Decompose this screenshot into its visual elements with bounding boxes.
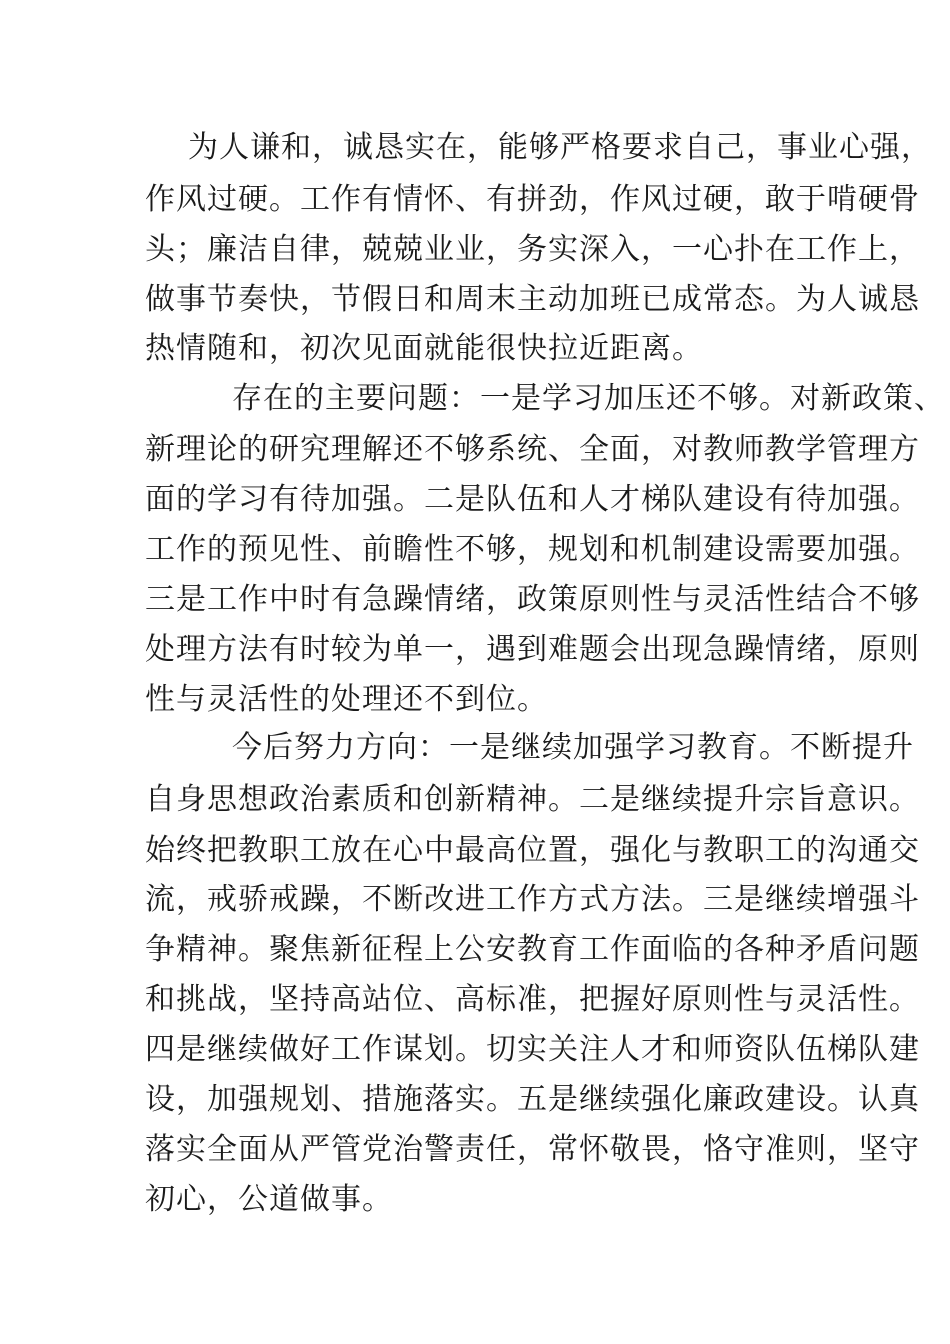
paragraph-line: 始终把教职工放在心中最高位置，强化与教职工的沟通交 xyxy=(145,833,920,868)
paragraph-line: 存在的主要问题：一是学习加压还不够。对新政策、 xyxy=(232,381,945,416)
paragraph-line: 工作的预见性、前瞻性不够，规划和机制建设需要加强。 xyxy=(145,532,920,567)
paragraph-line: 为人谦和，诚恳实在，能够严格要求自己，事业心强， xyxy=(188,130,932,165)
paragraph-line: 落实全面从严管党治警责任，常怀敬畏，恪守准则，坚守 xyxy=(145,1132,920,1167)
paragraph-line: 做事节奏快，节假日和周末主动加班已成常态。为人诚恳 xyxy=(145,282,920,317)
paragraph-line: 初心，公道做事。 xyxy=(145,1182,393,1217)
paragraph-line: 和挑战，坚持高站位、高标准，把握好原则性与灵活性。 xyxy=(145,982,920,1017)
paragraph-line: 四是继续做好工作谋划。切实关注人才和师资队伍梯队建 xyxy=(145,1032,920,1067)
paragraph-line: 自身思想政治素质和创新精神。二是继续提升宗旨意识。 xyxy=(145,782,920,817)
paragraph-line: 设，加强规划、措施落实。五是继续强化廉政建设。认真 xyxy=(145,1082,920,1117)
paragraph-line: 处理方法有时较为单一，遇到难题会出现急躁情绪，原则 xyxy=(145,632,920,667)
paragraph-line: 热情随和，初次见面就能很快拉近距离。 xyxy=(145,331,703,366)
paragraph-line: 性与灵活性的处理还不到位。 xyxy=(145,682,548,717)
paragraph-line: 争精神。聚焦新征程上公安教育工作面临的各种矛盾问题 xyxy=(145,932,920,967)
paragraph-line: 流，戒骄戒躁，不断改进工作方式方法。三是继续增强斗 xyxy=(145,882,920,917)
paragraph-line: 头；廉洁自律，兢兢业业，务实深入，一心扑在工作上， xyxy=(145,232,920,267)
paragraph-line: 新理论的研究理解还不够系统、全面，对教师教学管理方 xyxy=(145,432,920,467)
paragraph-line: 今后努力方向：一是继续加强学习教育。不断提升 xyxy=(232,730,914,765)
paragraph-line: 面的学习有待加强。二是队伍和人才梯队建设有待加强。 xyxy=(145,482,920,517)
paragraph-line: 作风过硬。工作有情怀、有拼劲，作风过硬，敢于啃硬骨 xyxy=(145,182,920,217)
paragraph-line: 三是工作中时有急躁情绪，政策原则性与灵活性结合不够 xyxy=(145,582,920,617)
